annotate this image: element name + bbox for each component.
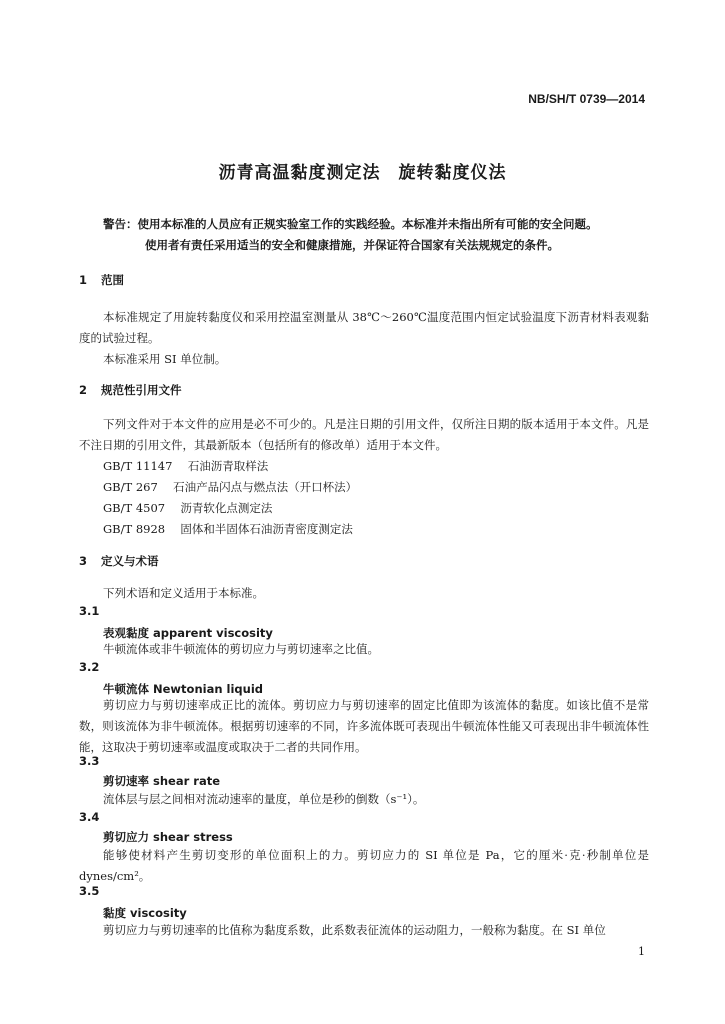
section-title: 定义与术语 [101, 554, 159, 568]
reference-item [103, 519, 353, 540]
section-3-heading [79, 553, 159, 569]
reference-title: 固体和半固体石油沥青密度测定法 [180, 522, 353, 536]
term-definition: 剪切应力与剪切速率成正比的流体。剪切应力与剪切速率的固定比值即为该流体的黏度。如该比值不是常数，则该流体为非牛顿流体。根据剪切速率的不同，许多流体既可表现出牛顿流体性能又可表现出非牛顿流体性能，这取决于剪切速率或温度或取决于二者的共同作用。 [79, 698, 649, 754]
section-1-heading [79, 272, 124, 288]
reference-code: GB/T 11147 [103, 459, 173, 473]
document-code: NB/SH/T 0739—2014 [528, 92, 645, 106]
term-number: 3.3 [79, 754, 100, 768]
reference-item [103, 498, 272, 519]
section-3-intro: 下列术语和定义适用于本标准。 [103, 586, 264, 600]
section-number: 1 [79, 273, 88, 287]
reference-item [103, 456, 268, 477]
section-1-paragraph: 本标准采用 SI 单位制。 [103, 352, 227, 366]
term-number: 3.4 [79, 810, 100, 824]
section-title: 规范性引用文件 [101, 383, 182, 397]
term-definition: 牛顿流体或非牛顿流体的剪切应力与剪切速率之比值。 [103, 642, 379, 656]
reference-title: 石油沥青取样法 [187, 459, 269, 473]
page-title: 沥青高温黏度测定法 旋转黏度仪法 [218, 163, 507, 183]
reference-item [103, 477, 357, 498]
reference-title: 沥青软化点测定法 [180, 501, 273, 515]
reference-code: GB/T 8928 [103, 522, 166, 536]
term-heading: 剪切速率 shear rate [103, 774, 220, 788]
term-heading: 剪切应力 shear stress [103, 830, 233, 844]
term-heading: 黏度 viscosity [103, 906, 187, 920]
term-number: 3.1 [79, 604, 100, 618]
reference-title: 石油产品闪点与燃点法（开口杯法） [173, 480, 358, 494]
term-definition: 能够使材料产生剪切变形的单位面积上的力。剪切应力的 SI 单位是 Pa，它的厘米·克·秒制单位是 dynes/cm²。 [79, 848, 649, 883]
section-1-paragraph: 本标准规定了用旋转黏度仪和采用控温室测量从 38℃～260℃温度范围内恒定试验温度下沥青材料表观黏度的试验过程。 [79, 310, 649, 345]
term-heading: 表观黏度 apparent viscosity [103, 626, 273, 640]
term-definition: 剪切应力与剪切速率的比值称为黏度系数，此系数表征流体的运动阻力，一般称为黏度。在 SI 单位 [103, 923, 606, 937]
reference-code: GB/T 267 [103, 480, 158, 494]
section-title: 范围 [101, 273, 124, 287]
section-number: 3 [79, 554, 88, 568]
section-2-intro: 下列文件对于本文件的应用是必不可少的。凡是注日期的引用文件，仅所注日期的版本适用于本文件。凡是不注日期的引用文件，其最新版本（包括所有的修改单）适用于本文件。 [79, 417, 649, 452]
warning-line-2: 使用者有责任采用适当的安全和健康措施，并保证符合国家有关法规规定的条件。 [145, 238, 559, 252]
term-number: 3.5 [79, 884, 100, 898]
term-heading: 牛顿流体 Newtonian liquid [103, 682, 264, 696]
section-number: 2 [79, 383, 88, 397]
section-2-heading [79, 382, 182, 398]
reference-code: GB/T 4507 [103, 501, 166, 515]
warning-line-1: 警告：使用本标准的人员应有正规实验室工作的实践经验。本标准并未指出所有可能的安全问题。 [103, 217, 598, 231]
term-definition: 流体层与层之间相对流动速率的量度，单位是秒的倒数（s⁻¹）。 [103, 792, 425, 806]
term-number: 3.2 [79, 660, 100, 674]
page-number: 1 [638, 945, 645, 958]
